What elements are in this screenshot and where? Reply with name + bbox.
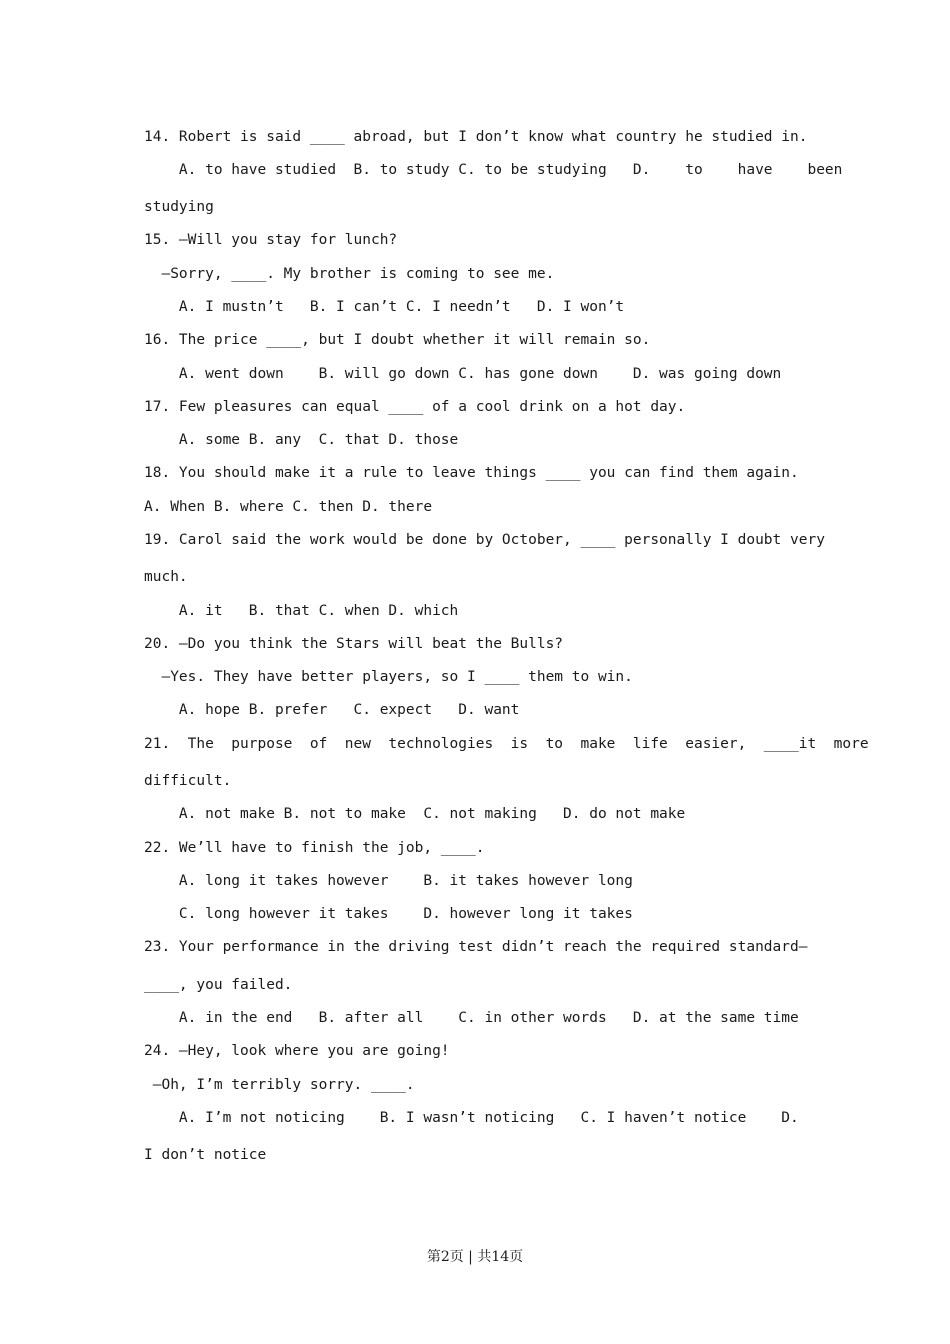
- q14-options: A. to have studied B. to study C. to be studying D. to have been: [144, 162, 843, 178]
- q19-stem: 19. Carol said the work would be done by October, ____ personally I doubt very: [144, 532, 825, 548]
- q17-stem: 17. Few pleasures can equal ____ of a cool drink on a hot day.: [144, 399, 686, 415]
- q18-stem: 18. You should make it a rule to leave things ____ you can find them again.: [144, 465, 799, 481]
- q18-options: A. When B. where C. then D. there: [144, 499, 433, 515]
- q22-options-ab: A. long it takes however B. it takes however long: [144, 873, 633, 889]
- q24-stem: 24. —Hey, look where you are going!: [144, 1043, 450, 1059]
- q16-stem: 16. The price ____, but I doubt whether it will remain so.: [144, 332, 651, 348]
- q23-options: A. in the end B. after all C. in other words D. at the same time: [144, 1010, 799, 1026]
- page-footer: 第2页 | 共14页: [426, 1249, 524, 1265]
- q15-stem: 15. —Will you stay for lunch?: [144, 232, 398, 248]
- q15-options: A. I mustn’t B. I can’t C. I needn’t D. I won’t: [144, 299, 625, 315]
- q22-stem: 22. We’ll have to finish the job, ____.: [144, 840, 485, 856]
- q14-options-cont: studying: [144, 199, 214, 215]
- q17-options: A. some B. any C. that D. those: [144, 432, 459, 448]
- q20-reply: —Yes. They have better players, so I ____ them to win.: [144, 669, 633, 685]
- q21-stem: 21. The purpose of new technologies is to make life easier, ____it more: [144, 736, 869, 752]
- q22-options-cd: C. long however it takes D. however long it takes: [144, 906, 633, 922]
- q20-options: A. hope B. prefer C. expect D. want: [144, 702, 520, 718]
- q20-stem: 20. —Do you think the Stars will beat the Bulls?: [144, 636, 564, 652]
- q15-reply: —Sorry, ____. My brother is coming to see me.: [144, 266, 555, 282]
- q16-options: A. went down B. will go down C. has gone down D. was going down: [144, 366, 782, 382]
- q14-stem: 14. Robert is said ____ abroad, but I don’t know what country he studied in.: [144, 129, 808, 145]
- q24-options-cont: I don’t notice: [144, 1147, 267, 1163]
- q24-options: A. I’m not noticing B. I wasn’t noticing C. I haven’t notice D.: [144, 1110, 799, 1126]
- q24-reply: —Oh, I’m terribly sorry. ____.: [144, 1077, 415, 1093]
- q21-options: A. not make B. not to make C. not making D. do not make: [144, 806, 686, 822]
- q23-stem-cont: ____, you failed.: [144, 977, 293, 993]
- q19-options: A. it B. that C. when D. which: [144, 603, 459, 619]
- q23-stem: 23. Your performance in the driving test didn’t reach the required standard—: [144, 939, 808, 955]
- q21-stem-cont: difficult.: [144, 773, 232, 789]
- q19-stem-cont: much.: [144, 569, 188, 585]
